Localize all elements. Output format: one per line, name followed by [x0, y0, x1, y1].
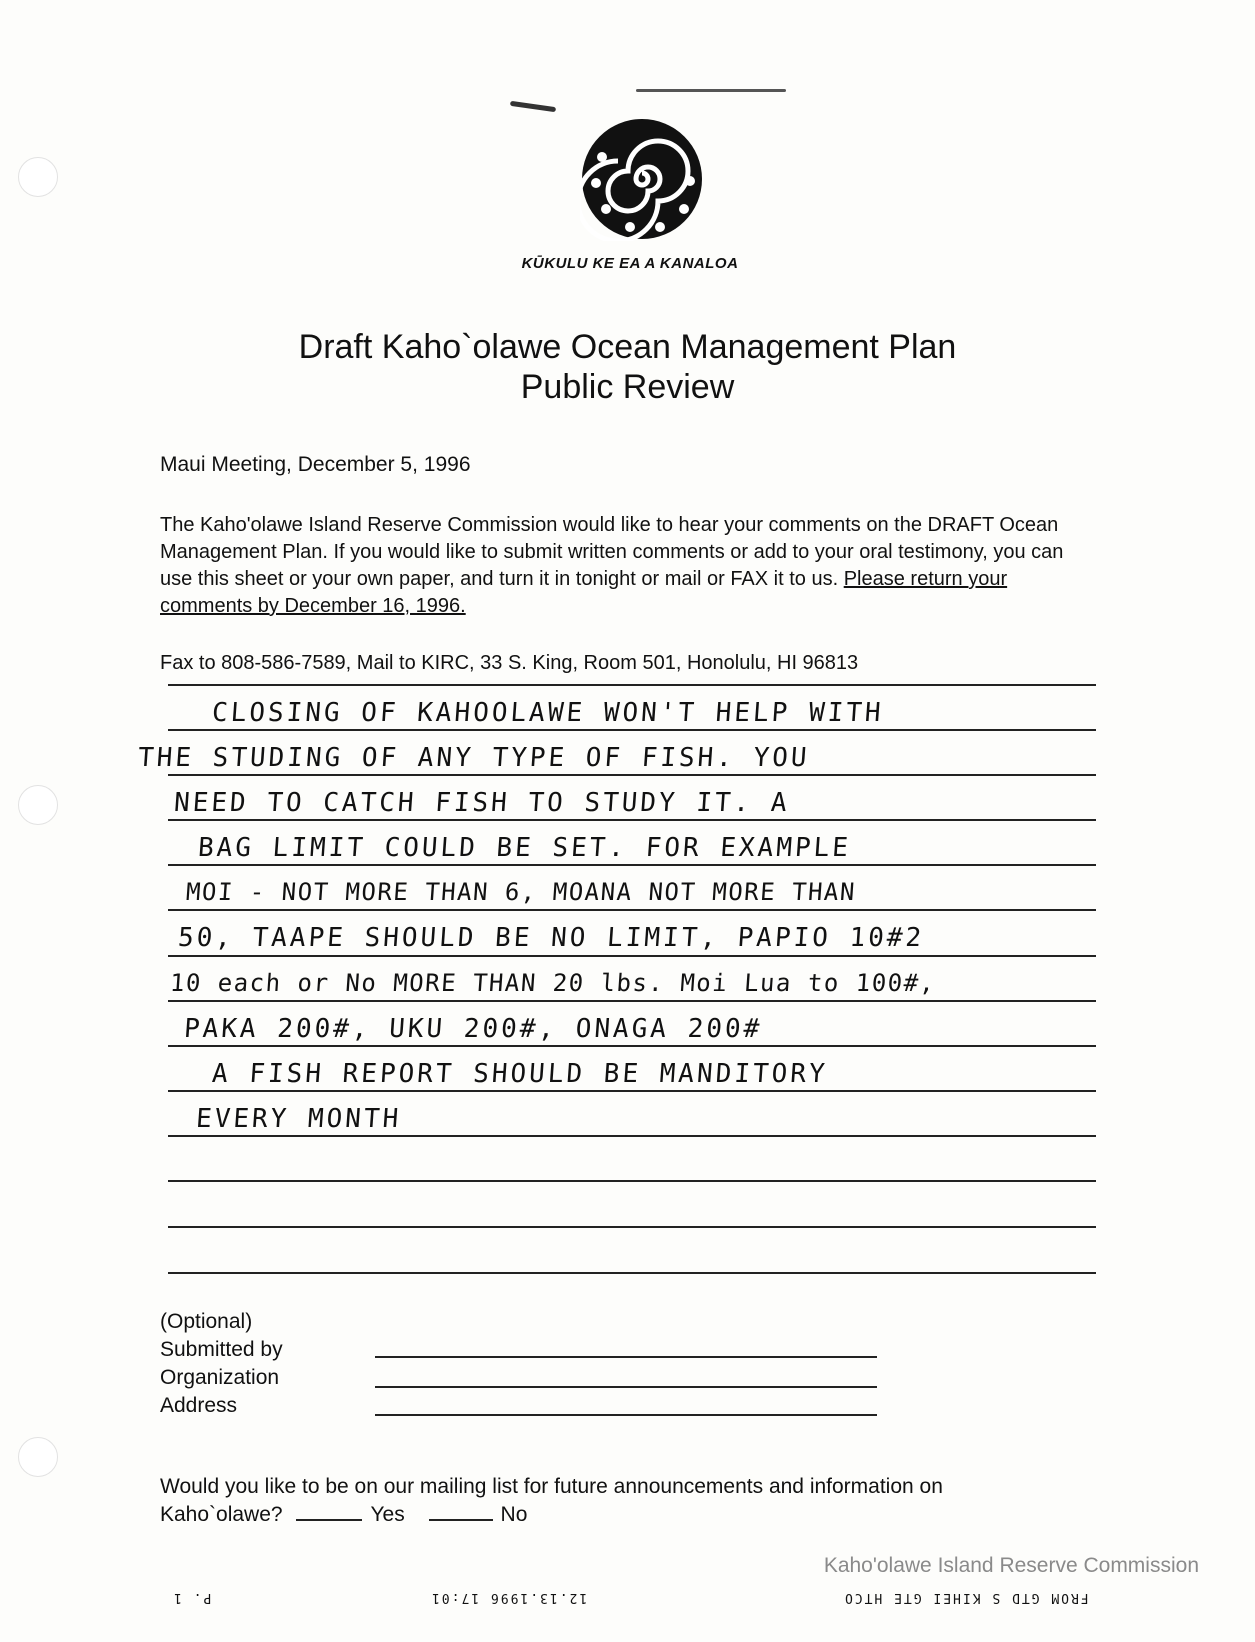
- mailing-list-question: Would you like to be on our mailing list for future announcements and information on: [160, 1475, 943, 1498]
- archive-watermark: Kaho'olawe Island Reserve Commission: [823, 1554, 1199, 1577]
- meeting-line: Maui Meeting, December 5, 1996: [160, 453, 471, 476]
- intro-text: The Kaho'olawe Island Reserve Commission would like to hear your comments on the DRAFT Ocean Management Plan. If you would like to submit written comments or add to your oral testimony, you can use this sheet or your own paper, and turn it in tonight or mail or FAX it to us.: [160, 514, 1064, 590]
- logo-tagline: KŪKULU KE EA A KANALOA: [521, 255, 739, 272]
- contact-line: Fax to 808-586-7589, Mail to KIRC, 33 S. King, Room 501, Honolulu, HI 96813: [160, 652, 859, 674]
- yes-option: Yes: [370, 1503, 405, 1526]
- punch-hole: [18, 785, 58, 825]
- handwritten-comment-line: THE STUDING OF ANY TYPE OF FISH. YOU: [136, 743, 811, 773]
- comment-line: [168, 1272, 1096, 1274]
- mailing-list-prefix: Kaho`olawe?: [160, 1503, 283, 1526]
- comment-line: [168, 1180, 1096, 1182]
- address-field[interactable]: [375, 1414, 877, 1416]
- scan-smudge: [636, 89, 786, 92]
- comment-line: [168, 955, 1096, 957]
- address-label: Address: [160, 1394, 238, 1417]
- kanaloa-spiral-logo: [580, 117, 704, 241]
- handwritten-comment-line: 50, TAAPE SHOULD BE NO LIMIT, PAPIO 10#2: [176, 923, 926, 953]
- comment-line: [168, 864, 1096, 866]
- handwritten-comment-line: PAKA 200#, UKU 200#, ONAGA 200#: [182, 1014, 764, 1044]
- handwritten-comment-line: EVERY MONTH: [194, 1104, 403, 1134]
- return-deadline: Please return your comments by December 16, 1996.: [160, 568, 1008, 617]
- submitted-by-label: Submitted by: [160, 1338, 283, 1361]
- handwritten-comment-line: CLOSING OF KAHOOLAWE WON'T HELP WITH: [210, 698, 885, 728]
- scan-smudge: [510, 101, 556, 112]
- fax-sender: FROM GTD S KIHEI GTE HTCO: [843, 1590, 1089, 1605]
- yes-blank[interactable]: [296, 1519, 362, 1521]
- comment-line: [168, 1000, 1096, 1002]
- handwritten-comment-line: MOI - NOT MORE THAN 6, MOANA NOT MORE THAN: [185, 878, 857, 906]
- comment-line: [168, 1226, 1096, 1228]
- comment-line: [168, 729, 1096, 731]
- comment-line: [168, 1135, 1096, 1137]
- submitted-by-field[interactable]: [375, 1356, 877, 1358]
- fax-page-number: P. 1: [172, 1590, 212, 1605]
- handwritten-comment-line: 10 each or No MORE THAN 20 lbs. Moi Lua to 100#,: [169, 969, 937, 997]
- no-blank[interactable]: [429, 1519, 493, 1521]
- comment-line: [168, 1045, 1096, 1047]
- handwritten-comment-line: BAG LIMIT COULD BE SET. FOR EXAMPLE: [196, 833, 852, 863]
- comment-line: [168, 1090, 1096, 1092]
- intro-paragraph: [160, 512, 1095, 620]
- document-subtitle: Public Review: [520, 368, 735, 406]
- organization-label: Organization: [160, 1366, 280, 1389]
- no-option: No: [500, 1503, 528, 1526]
- punch-hole: [18, 157, 58, 197]
- fax-timestamp: 12.13.1996 17:01: [430, 1590, 588, 1605]
- comment-line: [168, 774, 1096, 776]
- organization-field[interactable]: [375, 1386, 877, 1388]
- comment-line: [168, 819, 1096, 821]
- handwritten-comment-line: NEED TO CATCH FISH TO STUDY IT. A: [172, 788, 791, 818]
- comment-line: [168, 909, 1096, 911]
- mailing-list-answer-row: [160, 1501, 527, 1528]
- comment-line: [168, 684, 1096, 686]
- punch-hole: [18, 1437, 58, 1477]
- optional-label: (Optional): [160, 1310, 253, 1333]
- handwritten-comment-line: A FISH REPORT SHOULD BE MANDITORY: [210, 1059, 829, 1089]
- document-title: Draft Kaho`olawe Ocean Management Plan: [298, 328, 957, 366]
